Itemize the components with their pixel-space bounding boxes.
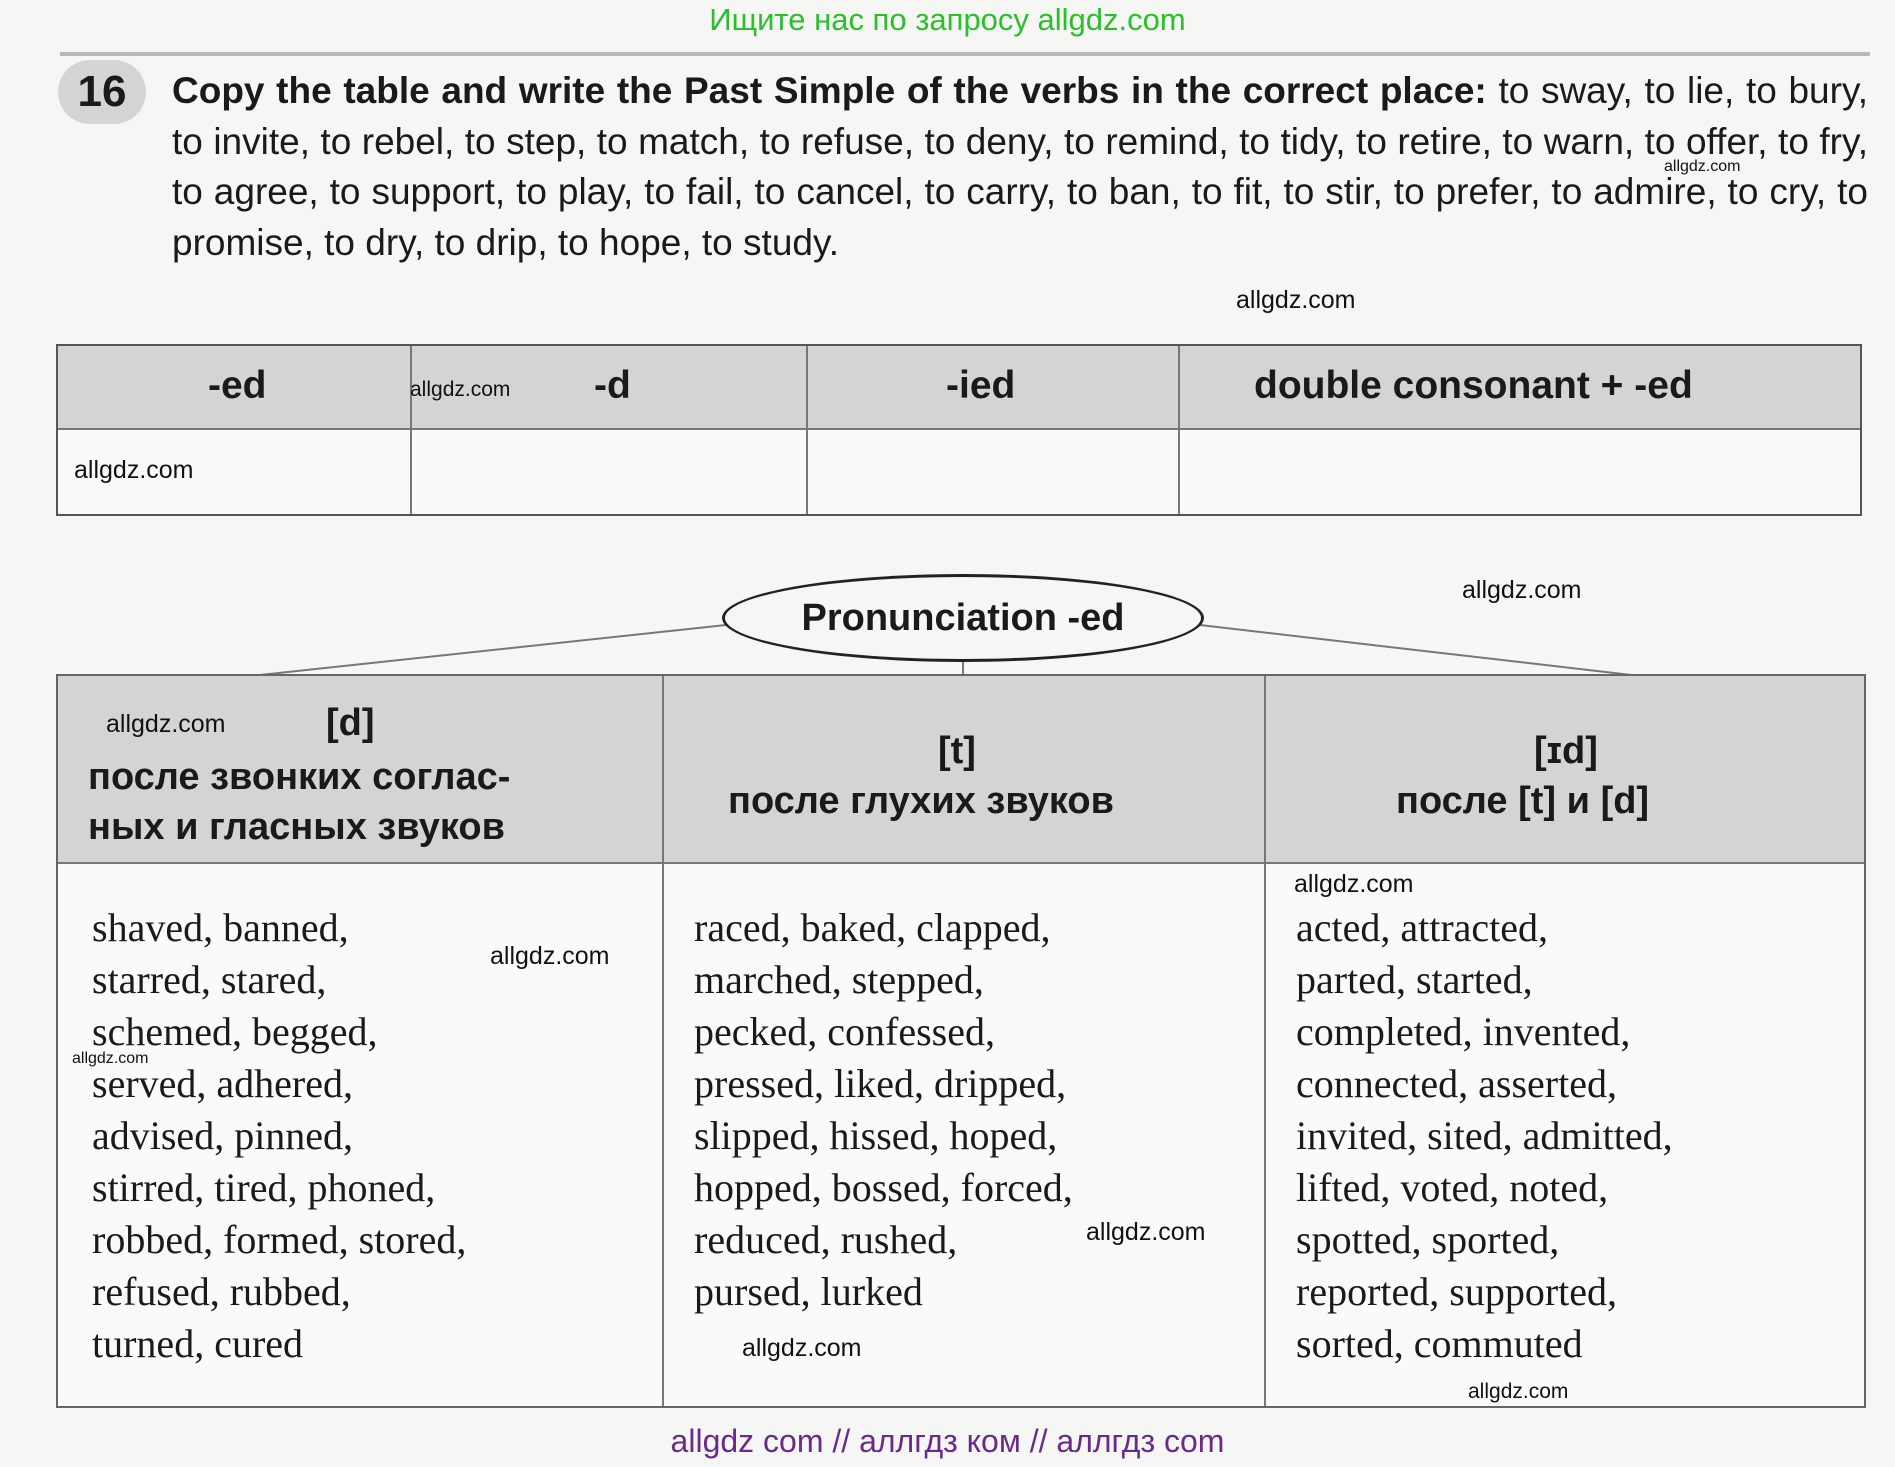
col-divider (1264, 676, 1266, 1406)
pronunciation-title: Pronunciation -ed (722, 574, 1204, 662)
list-item: marched, stepped, (694, 957, 984, 1002)
exercise-verbs: to sway, to lie, to bury, to invite, to rebel, to step, to match, to refuse, to deny, to remind, to tidy, to retire, to warn, to offer, to fry, to agree, to support, to play, to fail, to cancel, to carry, to ban, to fit, to stir, to prefer, to admire, to cry, to promise, to dry, to drip, to hope, to study. (172, 70, 1868, 263)
watermark: allgdz.com (74, 456, 194, 484)
rule-id: после [t] и [d] (1396, 780, 1650, 822)
watermark: allgdz.com (1462, 576, 1582, 604)
top-banner: Ищите нас по запросу allgdz.com (709, 2, 1186, 37)
watermark: allgdz.com (72, 1050, 149, 1067)
exercise-lead: Copy the table and write the Past Simple of the verbs in the correct place: (172, 70, 1487, 111)
rule-d-line: после звонких соглас- (88, 756, 511, 798)
watermark: allgdz.com (106, 710, 226, 738)
list-item: pursed, lurked (694, 1269, 923, 1314)
watermark: allgdz.com (1086, 1218, 1206, 1246)
list-item: sorted, commuted (1296, 1321, 1583, 1366)
footer-text: allgdz com // аллгдз ком // аллгдз com (670, 1423, 1225, 1459)
watermark: allgdz.com (1468, 1380, 1569, 1403)
words-t-list (694, 902, 1073, 1318)
watermark: allgdz.com (1294, 870, 1414, 898)
sound-id: [ɪd] (1534, 730, 1598, 772)
watermark: allgdz.com (490, 942, 610, 970)
rule-d-line: ных и гласных звуков (88, 806, 505, 848)
list-item: slipped, hissed, hoped, (694, 1113, 1058, 1158)
list-item: pressed, liked, dripped, (694, 1061, 1067, 1106)
list-item: parted, started, (1296, 957, 1533, 1002)
list-item: reduced, rushed, (694, 1217, 958, 1262)
list-item: pecked, confessed, (694, 1009, 995, 1054)
header-ed: -ed (208, 364, 267, 407)
list-item: stirred, tired, phoned, (92, 1165, 436, 1210)
header-double-consonant: double consonant + -ed (1254, 364, 1693, 407)
list-item: raced, baked, clapped, (694, 905, 1051, 950)
watermark: allgdz.com (1664, 158, 1741, 175)
watermark: allgdz.com (742, 1334, 862, 1362)
col-divider (662, 676, 664, 1406)
list-item: turned, cured (92, 1321, 304, 1366)
list-item: shaved, banned, (92, 905, 349, 950)
header-d: -d (594, 364, 631, 407)
list-item: reported, supported, (1296, 1269, 1618, 1314)
list-item: robbed, formed, stored, (92, 1217, 467, 1262)
watermark: allgdz.com (1236, 286, 1356, 314)
header-ied: -ied (946, 364, 1016, 407)
list-item: completed, invented, (1296, 1009, 1631, 1054)
pronunciation-table (56, 674, 1866, 1408)
sound-t: [t] (938, 730, 976, 772)
rule-t: после глухих звуков (728, 780, 1114, 822)
list-item: spotted, sported, (1296, 1217, 1560, 1262)
list-item: hopped, bossed, forced, (694, 1165, 1073, 1210)
sound-d: [d] (326, 702, 375, 744)
list-item: advised, pinned, (92, 1113, 354, 1158)
rule-d (88, 752, 510, 852)
words-d-list (92, 902, 466, 1370)
list-item: invited, sited, admitted, (1296, 1113, 1673, 1158)
list-item: schemed, begged, (92, 1009, 378, 1054)
words-id-list (1296, 902, 1673, 1370)
list-item: acted, attracted, (1296, 905, 1549, 950)
list-item: served, adhered, (92, 1061, 353, 1106)
watermark: allgdz.com (410, 378, 511, 401)
list-item: refused, rubbed, (92, 1269, 351, 1314)
list-item: connected, asserted, (1296, 1061, 1617, 1106)
list-item: lifted, voted, noted, (1296, 1165, 1609, 1210)
exercise-number-badge: 16 (58, 60, 146, 124)
list-item: starred, stared, (92, 957, 327, 1002)
